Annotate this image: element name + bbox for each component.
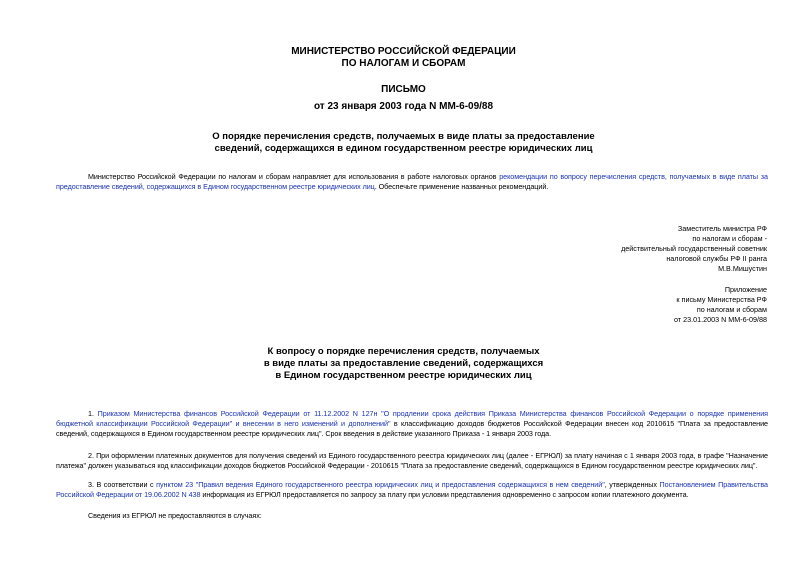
appendix-line-1: Приложение [724, 285, 767, 294]
intro-text-before: Министерство Российской Федерации по налогам и сборам направляет для использования в работе налоговых органов [88, 172, 500, 181]
signature-line-4: налоговой службы РФ II ранга [666, 254, 767, 263]
document-date-number: от 23 января 2003 года N ММ-6-09/88 [313, 101, 494, 112]
item-1-prefix: 1. [88, 409, 98, 418]
appendix-line-4: от 23.01.2003 N ММ-6-09/88 [673, 315, 767, 324]
item-3-paragraph [56, 480, 768, 500]
item-3-prefix: 3. В соответствии с [88, 480, 157, 489]
item-3-text: информация из ЕГРЮЛ предоставляется по запросу за плату при условии представления одновременно с запросом копии платежного документа. [200, 490, 689, 499]
document-type: ПИСЬМО [381, 84, 426, 95]
item-1-paragraph [56, 409, 768, 439]
government-resolution-link[interactable]: Постановлением Правительства Российской Федерации от 19.06.2002 N 438 [56, 480, 769, 499]
signature-line-1: Заместитель министра РФ [677, 224, 767, 233]
signature-name: М.В.Мишустин [718, 264, 767, 273]
subtitle-line-2: в виде платы за предоставление сведений, содержащихся [263, 358, 544, 369]
item-3-mid: , утвержденных [604, 480, 660, 489]
signature-line-3: действительный государственный советник [621, 244, 767, 253]
item-1-text: в классификацию доходов бюджетов Российской Федерации внесен код 2010615 "Плата за предоставление сведений, содержащихся в Едином государственном реестре юридических лиц". Срок введения в действие указанного Приказа - 1 января 2003 года. [56, 419, 768, 438]
document-title-line-1: О порядке перечисления средств, получаемых в виде платы за предоставление [212, 131, 595, 142]
intro-paragraph [56, 172, 768, 192]
ministry-line-1: МИНИСТЕРСТВО РОССИЙСКОЙ ФЕДЕРАЦИИ [291, 46, 516, 57]
recommendations-link[interactable]: рекомендации по вопросу перечисления средств, получаемых в виде платы за предоставление сведений, содержащихся в Едином государственном реестре юридических лиц [56, 172, 769, 191]
signature-line-2: по налогам и сборам - [692, 234, 767, 243]
ministry-line-2: ПО НАЛОГАМ И СБОРАМ [341, 58, 466, 69]
item-2-text: 2. При оформлении платежных документов для получения сведений из Единого государственного реестра юридических лиц (далее - ЕГРЮЛ) за плату начиная с 1 января 2003 года, в графе "Назначение платежа" должен указываться код классификации доходов бюджетов Российской Федерации - 2010615 "Плата за предоставление сведений, содержащихся в Едином государственном реестре юридических лиц". [56, 451, 768, 470]
order-127n-link[interactable]: Приказом Министерства финансов Российской Федерации от 11.12.2002 N 127н "О продлении срока действия Приказа Министерства финансов Российской Федерации о порядке применения бюджетной классификации Российской Федерации" и внесении в него изменений и дополнений" [56, 409, 769, 428]
item-4-paragraph [56, 511, 768, 521]
rules-clause-23-link[interactable]: пунктом 23 "Правил ведения Единого государственного реестра юридических лиц и предоставления содержащихся в нем сведений" [156, 480, 605, 489]
intro-text-after: . Обеспечьте применение названных рекомендаций. [374, 182, 549, 191]
document-title-line-2: сведений, содержащихся в едином государственном реестре юридических лиц [214, 143, 593, 154]
appendix-line-3: по налогам и сборам [696, 305, 767, 314]
item-4-text: Сведения из ЕГРЮЛ не предоставляются в случаях: [88, 511, 262, 520]
subtitle-line-1: К вопросу о порядке перечисления средств, получаемых [267, 346, 540, 357]
appendix-line-2: к письму Министерства РФ [676, 295, 767, 304]
subtitle-line-3: в Едином государственном реестре юридических лиц [275, 370, 532, 381]
item-2-paragraph [56, 451, 768, 471]
